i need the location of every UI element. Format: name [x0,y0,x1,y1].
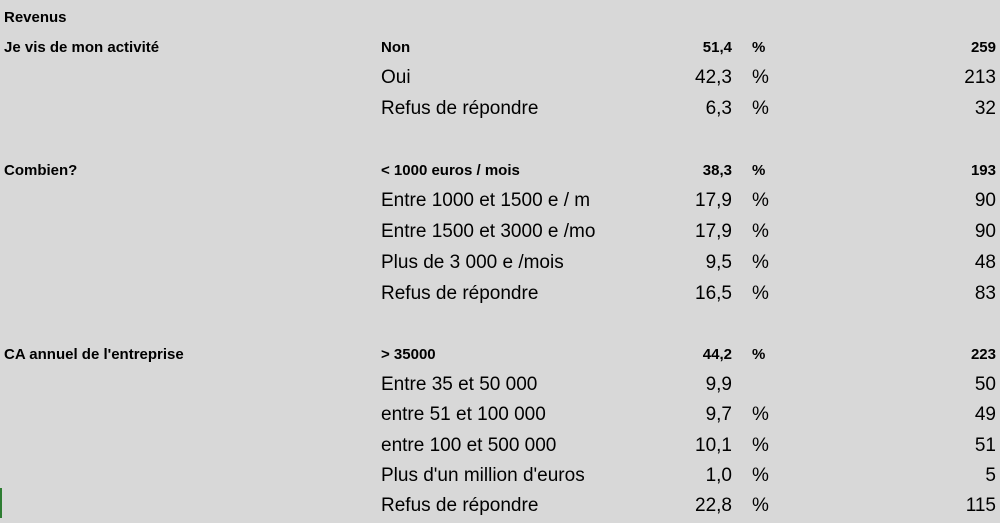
table-row[interactable] [0,156,1000,186]
percent-sign: % [752,495,769,516]
table-row[interactable] [0,33,1000,63]
table-row[interactable] [0,491,1000,521]
table-row[interactable] [0,186,1000,216]
count-value[interactable]: 115 [965,495,996,516]
selection-edge [0,488,2,518]
percent-sign: % [752,404,769,425]
count-value[interactable]: 49 [974,404,996,425]
percent-value[interactable]: 1,0 [705,465,732,486]
question-label[interactable]: Combien? [4,162,78,179]
percent-sign: % [752,283,769,304]
answer-label[interactable]: entre 100 et 500 000 [381,435,557,456]
answer-label[interactable]: Plus d'un million d'euros [381,465,585,486]
table-row[interactable] [0,279,1000,309]
percent-value[interactable]: 38,3 [702,162,732,179]
question-label[interactable]: Je vis de mon activité [4,39,160,56]
count-value[interactable]: 90 [974,221,996,242]
percent-value[interactable]: 17,9 [695,190,732,211]
table-row[interactable] [0,217,1000,247]
percent-sign: % [752,221,769,242]
percent-sign [752,370,782,400]
table-row[interactable] [0,340,1000,370]
table-row[interactable] [0,248,1000,278]
percent-sign: % [752,67,769,88]
count-value[interactable]: 83 [974,283,996,304]
answer-label[interactable]: Oui [381,67,411,88]
table-row[interactable] [0,370,1000,400]
count-value[interactable]: 32 [974,98,996,119]
answer-label[interactable]: Entre 1500 et 3000 e /mo [381,221,596,242]
percent-sign: % [752,39,766,56]
count-value[interactable]: 223 [970,346,996,363]
table-row[interactable] [0,431,1000,461]
percent-sign: % [752,346,766,363]
percent-sign: % [752,252,769,273]
answer-label[interactable]: > 35000 [381,346,436,363]
answer-label[interactable]: entre 51 et 100 000 [381,404,546,425]
percent-value[interactable]: 51,4 [702,39,732,56]
answer-label[interactable]: Refus de répondre [381,495,539,516]
answer-label[interactable]: Refus de répondre [381,98,539,119]
percent-value[interactable]: 16,5 [695,283,732,304]
percent-value[interactable]: 10,1 [695,435,732,456]
table-row[interactable] [0,94,1000,124]
answer-label[interactable]: Refus de répondre [381,283,539,304]
count-value[interactable]: 259 [970,39,996,56]
percent-value[interactable]: 9,9 [705,374,732,395]
question-label[interactable]: CA annuel de l'entreprise [4,346,184,363]
table-row[interactable] [0,63,1000,93]
percent-sign: % [752,98,769,119]
answer-label[interactable]: Plus de 3 000 e /mois [381,252,564,273]
percent-value[interactable]: 42,3 [695,67,732,88]
count-value[interactable]: 90 [974,190,996,211]
percent-sign: % [752,465,769,486]
count-value[interactable]: 193 [970,162,996,179]
percent-value[interactable]: 9,7 [705,404,732,425]
answer-label[interactable]: < 1000 euros / mois [381,162,520,179]
table-row[interactable] [0,400,1000,430]
answer-label[interactable]: Entre 1000 et 1500 e / m [381,190,591,211]
answer-label[interactable]: Entre 35 et 50 000 [381,374,538,395]
count-value[interactable]: 51 [974,435,996,456]
percent-sign: % [752,190,769,211]
answer-label[interactable]: Non [381,39,411,56]
percent-value[interactable]: 22,8 [695,495,732,516]
percent-sign: % [752,435,769,456]
percent-value[interactable]: 6,3 [705,98,732,119]
percent-value[interactable]: 17,9 [695,221,732,242]
table-row[interactable] [0,461,1000,491]
percent-value[interactable]: 9,5 [705,252,732,273]
sheet-title[interactable]: Revenus [4,9,67,26]
count-value[interactable]: 213 [964,67,996,88]
count-value[interactable]: 50 [974,374,996,395]
percent-sign: % [752,162,766,179]
percent-value[interactable]: 44,2 [702,346,732,363]
count-value[interactable]: 5 [985,465,996,486]
title-row[interactable] [0,3,1000,33]
count-value[interactable]: 48 [974,252,996,273]
